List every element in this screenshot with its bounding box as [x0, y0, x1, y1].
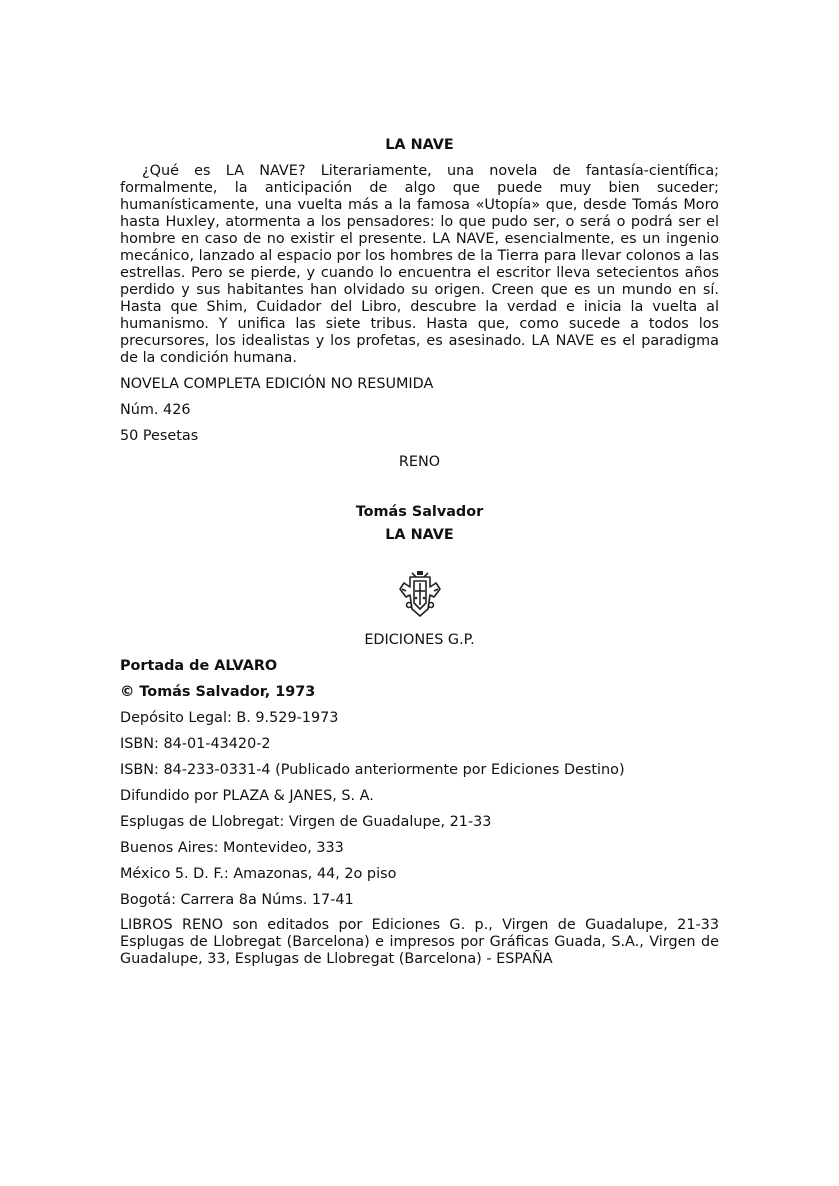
- isbn-primary: ISBN: 84-01-43420-2: [120, 736, 271, 752]
- publisher-logo: [120, 569, 719, 619]
- blurb-paragraph: ¿Qué es LA NAVE? Literariamente, una novela de fantasía-científica; formalmente, la anticipación de algo que puede muy bien suceder; humanísticamente, una vuelta más a la famosa «Utopía» que, desde Tomás Moro hasta Huxley, atormenta a los pensadores: lo que pudo ser, o será o podrá ser el hombre en caso de no existir el presente. LA NAVE, esencialmente, es un ingenio mecánico, lanzado al espacio por los hombres de la Tierra para llevar colonos a las estrellas. Pero se pierde, y cuando lo encuentra el escritor lleva setecientos años perdido y sus habitantes han olvidado su origen. Creen que es un mundo en sí. Hasta que Shim, Cuidador del Libro, descubre la verdad e inicia la vuelta al humanismo. Y unifica las siete tribus. Hasta que, como sucede a todos los precursores, los idealistas y los profetas, es asesinado. LA NAVE es el paradigma de la condición humana.: [120, 163, 719, 366]
- blurb-title: LA NAVE: [385, 137, 454, 153]
- publisher-name: EDICIONES G.P.: [364, 632, 475, 648]
- legal-deposit: Depósito Legal: B. 9.529-1973: [120, 710, 339, 726]
- distributor: Difundido por PLAZA & JANES, S. A.: [120, 788, 374, 804]
- series-number: Núm. 426: [120, 402, 191, 418]
- address-mexico: México 5. D. F.: Amazonas, 44, 2o piso: [120, 866, 397, 882]
- crest-icon: [396, 569, 444, 619]
- series-name: RENO: [398, 454, 441, 470]
- author-name: Tomás Salvador: [355, 504, 484, 520]
- edition-note: NOVELA COMPLETA EDICIÓN NO RESUMIDA: [120, 376, 434, 392]
- address-bogota: Bogotá: Carrera 8a Núms. 17-41: [120, 892, 354, 908]
- isbn-secondary: ISBN: 84-233-0331-4 (Publicado anteriormente por Ediciones Destino): [120, 762, 625, 778]
- copyright: © Tomás Salvador, 1973: [120, 684, 316, 700]
- address-buenos-aires: Buenos Aires: Montevideo, 333: [120, 840, 344, 856]
- address-esplugas: Esplugas de Llobregat: Virgen de Guadalupe, 21-33: [120, 814, 492, 830]
- cover-credit: Portada de ALVARO: [120, 658, 278, 674]
- printing-note: LIBROS RENO son editados por Ediciones G. p., Virgen de Guadalupe, 21-33 Esplugas de Llobregat (Barcelona) e impresos por Gráficas Guada, S.A., Virgen de Guadalupe, 33, Esplugas de Llobregat (Barcelona) - ESPAÑA: [120, 917, 719, 967]
- price: 50 Pesetas: [120, 428, 199, 444]
- book-title: LA NAVE: [385, 527, 454, 543]
